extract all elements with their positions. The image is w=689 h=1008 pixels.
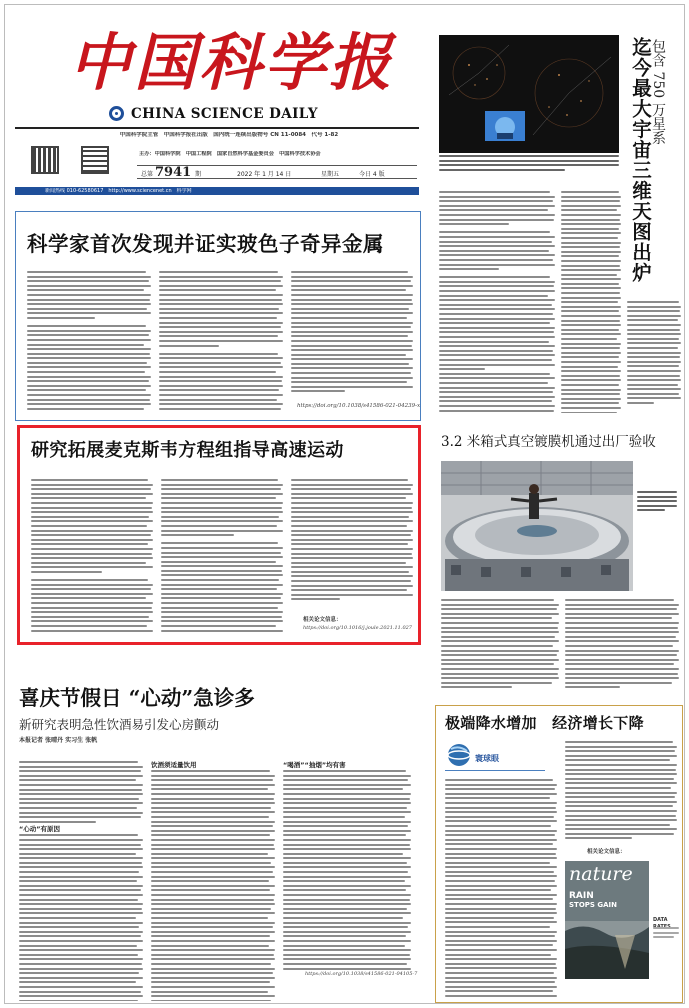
top-story-caption-sub: 包含 750 万星系 <box>650 39 666 145</box>
metal-body-col1 <box>27 271 151 411</box>
top-story-body-col1 <box>439 191 555 413</box>
rain-column-name: 寰球眼 <box>475 754 499 763</box>
masthead-website: 新闻热线 010-62580617 http://www.sciencenet.cn 科学网 <box>45 188 192 194</box>
issue-label: 总第 <box>141 171 154 178</box>
top-story-headline: 迄今最大宇宙三维天图出炉 <box>629 37 652 283</box>
issue-pages: 今日 4 版 <box>359 171 385 178</box>
maxwell-body-col3 <box>291 479 413 611</box>
rain-body-col2 <box>565 741 677 845</box>
maxwell-signature: 相关论文信息： <box>303 617 342 623</box>
heart-subheadline: 新研究表明急性饮酒易引发心房颤动 <box>19 717 220 732</box>
heart-doi: https://doi.org/10.1038/s41586-021-04105-7 <box>305 971 418 977</box>
heart-body-col2 <box>151 761 275 1001</box>
heart-body-col3 <box>283 761 411 971</box>
vacuum-chamber-graphic <box>441 461 633 591</box>
nature-cover-side-text <box>653 927 679 957</box>
top-story-caption-text <box>439 155 619 173</box>
nature-cover-image <box>565 861 649 979</box>
heart-byline: 本报记者 张晴丹 实习生 张帆 <box>19 737 98 744</box>
heart-section1: “心动”有原因 <box>19 825 61 834</box>
metal-headline: 科学家首次发现并证实玻色子奇异金属 <box>27 232 384 256</box>
top-story-body-col2 <box>561 191 621 413</box>
nature-cover-headline2: STOPS GAIN <box>569 901 618 909</box>
heart-section3: “喝酒”“抽烟”均有害 <box>283 761 346 769</box>
issue-date: 2022 年 1 月 14 日 <box>237 171 292 178</box>
nature-cover-side: DATA <box>653 917 668 923</box>
heart-headline: 喜庆节假日 “心动”急诊多 <box>19 686 255 710</box>
rain-headline: 极端降水增加 经济增长下降 <box>445 714 644 732</box>
rain-body-col1 <box>445 779 557 997</box>
metal-doi: https://doi.org/10.1038/s41586-021-04239-x <box>297 403 421 409</box>
maxwell-body-col2 <box>161 479 283 633</box>
maxwell-doi: https://doi.org/10.1016/j.joule.2021.11.027 <box>303 625 412 631</box>
vacuum-photo <box>441 461 633 591</box>
vacuum-body-col2 <box>565 599 679 699</box>
masthead-title-en: CHINA SCIENCE DAILY <box>131 106 318 122</box>
rain-column-logo <box>445 741 545 771</box>
top-story-photo <box>439 35 619 153</box>
masthead-rule-top <box>15 127 419 129</box>
galaxy-map-graphic <box>439 35 619 153</box>
metal-body-col3 <box>291 271 413 397</box>
qr-code-icon <box>31 146 59 174</box>
nature-cover-headline1: RAIN <box>569 891 594 901</box>
top-story-body-col3 <box>627 301 681 413</box>
heart-body-col1 <box>19 761 143 1001</box>
issue-weekday: 星期五 <box>321 171 340 178</box>
issue-number: 7941 <box>155 165 192 180</box>
metal-body-col2 <box>159 271 283 411</box>
vacuum-body-col1 <box>441 599 559 699</box>
maxwell-headline: 研究拓展麦克斯韦方程组指导高速运动 <box>31 440 344 461</box>
masthead-sponsor-line: 中国科学院主管 中国科学报社出版 国内统一连续出版物号 CN 11-0084 代号 1-82 <box>119 132 339 138</box>
maxwell-body-col1 <box>31 479 153 633</box>
globe-icon <box>445 741 475 769</box>
issue-suffix: 期 <box>195 171 202 178</box>
qr-code-icon <box>81 146 109 174</box>
masthead-issue-row <box>137 165 417 179</box>
masthead-organizers: 主办：中国科学院 中国工程院 国家自然科学基金委员会 中国科学技术协会 <box>139 151 321 157</box>
nature-cover-title: nature <box>569 863 633 885</box>
heart-section2: 饮酒须适量饮用 <box>151 761 197 769</box>
masthead-title-cn: 中国科学报 <box>69 26 395 99</box>
vacuum-side-caption <box>637 491 677 571</box>
rain-signature: 相关论文信息： <box>587 849 626 855</box>
newspaper-page <box>4 4 685 1004</box>
masthead-logo-icon <box>109 106 124 121</box>
vacuum-headline: 3.2 米箱式真空镀膜机通过出厂验收 <box>441 434 656 450</box>
